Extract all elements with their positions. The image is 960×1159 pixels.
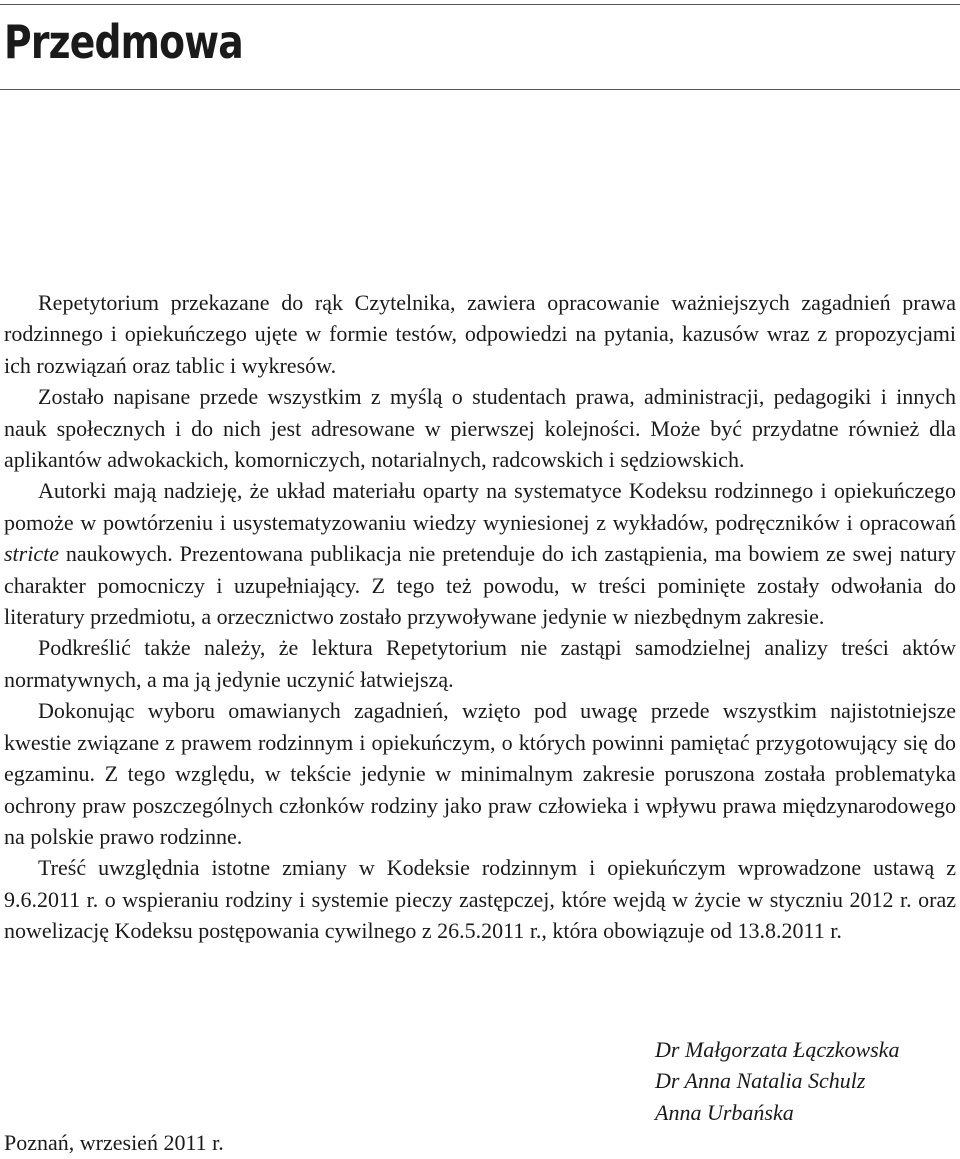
preface-body — [4, 287, 956, 947]
place-date: Poznań, wrzesień 2011 r. — [4, 1130, 224, 1155]
paragraph-5: Dokonując wyboru omawianych zagadnień, wzięto pod uwagę przede wszystkim najistotniejsze kwestie związane z prawem rodzinnym i opiekuńczym, o których powinni pamiętać przygotowujący się do egzaminu. Z tego względu, w tekście jedynie w minimalnym zakresie poruszona została problematyka ochrony praw poszczególnych członków rodziny jako praw człowieka i wpływu prawa międzynarodowego na polskie prawo rodzinne. — [4, 698, 956, 849]
paragraph-6: Treść uwzględnia istotne zmiany w Kodeksie rodzinnym i opiekuńczym wprowadzone ustawą z 9.6.2011 r. o wspieraniu rodziny i systemie pieczy zastępczej, które wejdą w życie w styczniu 2012 r. oraz nowelizację Kodeksu postępowania cywilnego z 26.5.2011 r., która obowiązuje od 13.8.2011 r. — [4, 855, 956, 944]
author-signatures — [655, 1034, 899, 1128]
top-rule — [0, 4, 960, 5]
title-rule — [0, 89, 960, 90]
author-name: Dr Anna Natalia Schulz — [655, 1068, 866, 1094]
author-name: Anna Urbańska — [655, 1099, 794, 1125]
paragraph-1: Repetytorium przekazane do rąk Czytelnika, zawiera opracowanie ważniejszych zagadnień prawa rodzinnego i opiekuńczego ujęte w formie testów, odpowiedzi na pytania, kazusów wraz z propozycjami ich rozwiązań oraz tablic i wykresów. — [4, 290, 956, 378]
paragraph-3: Autorki mają nadzieję, że układ materiału oparty na systematyce Kodeksu rodzinnego i opiekuńczego pomoże w powtórzeniu i usystematyzowaniu wiedzy wyniesionej z wykładów, podręczników i opracowań stricte naukowych. Prezentowana publikacja nie pretenduje do ich zastąpienia, ma bowiem ze swej natury charakter pomocniczy i uzupełniający. Z tego też powodu, w treści pominięte zostały odwołania do literatury przedmiotu, a orzecznictwo zostało przywoływane jedynie w niezbędnym zakresie. — [4, 478, 956, 630]
emphasis-stricte: stricte — [4, 541, 59, 567]
paragraph-2: Zostało napisane przede wszystkim z myślą o studentach prawa, administracji, pedagogiki i innych nauk społecznych i do nich jest adresowane w pierwszej kolejności. Może być przydatne również dla aplikantów adwokackich, komorniczych, notarialnych, radcowskich i sędziowskich. — [4, 384, 956, 473]
page-title: Przedmowa — [4, 15, 243, 69]
paragraph-4: Podkreślić także należy, że lektura Repetytorium nie zastąpi samodzielnej analizy treści aktów normatywnych, a ma ją jedynie uczynić łatwiejszą. — [4, 635, 956, 692]
author-name: Dr Małgorzata Łączkowska — [655, 1037, 900, 1062]
